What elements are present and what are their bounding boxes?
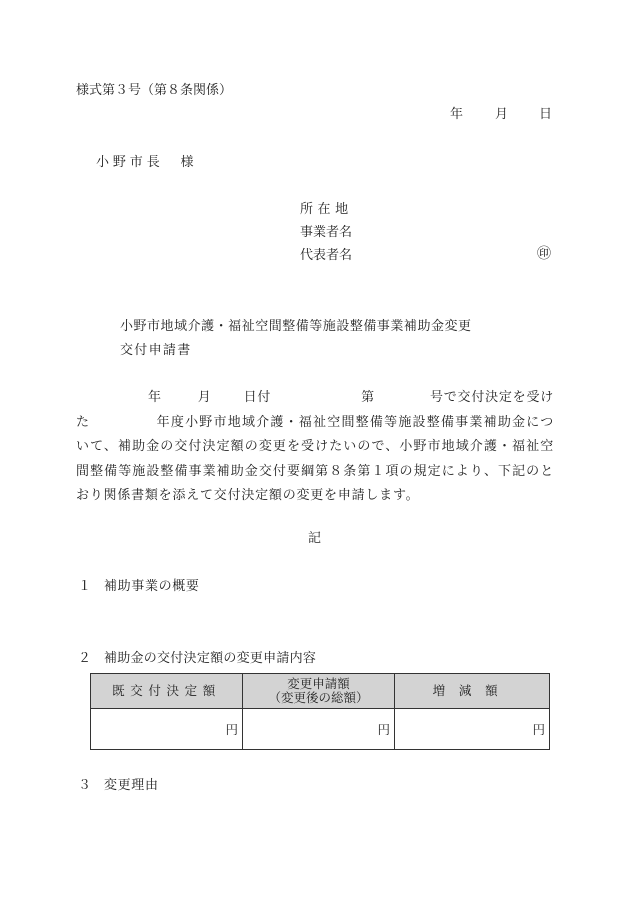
date-year: 年: [450, 107, 464, 122]
addressee: 小野市長 様: [96, 155, 198, 170]
difference-cell: 円: [395, 709, 550, 750]
business-name-label: 事業者名: [300, 225, 353, 240]
title-line-1: 小野市地域介護・福祉空間整備等施設整備事業補助金変更: [120, 319, 472, 334]
address-label: 所在地: [300, 202, 353, 217]
section-2-title: 補助金の交付決定額の変更申請内容: [104, 651, 317, 666]
body-date: 日付: [243, 390, 272, 405]
header-difference: 増減額: [395, 674, 550, 709]
section-3-title: 変更理由: [104, 778, 159, 793]
seal-mark: ㊞: [537, 246, 551, 262]
representative-label: 代表者名: [300, 248, 353, 263]
date-day: 日: [539, 107, 553, 122]
section-1-number: １: [78, 579, 92, 594]
amount-table: [90, 673, 550, 750]
body-text-1: 号で交付決定を受けた: [76, 390, 555, 430]
ki-heading: 記: [308, 531, 322, 546]
header-requested-amount: 変更申請額 （変更後の総額）: [243, 674, 395, 709]
form-number: 様式第３号（第８条関係）: [76, 83, 233, 98]
body-text-2: 年度小野市地域介護・福祉空間整備等施設整備事業補助金について、補助金の交付決定額の変更を受けたいので、小野市地域介護・福祉空間整備等施設整備事業補助金交付要綱第８条第１項の規定により、下記のとおり関係書類を添えて交付決定額の変更を申請します。: [76, 414, 554, 503]
current-amount-cell: 円: [91, 709, 243, 750]
body-number-label: 第: [361, 390, 375, 405]
date-month: 月: [495, 107, 509, 122]
requested-amount-cell: 円: [243, 709, 395, 750]
section-3-number: ３: [78, 778, 92, 793]
section-2-number: ２: [78, 651, 92, 666]
header-current-amount: 既交付決定額: [91, 674, 243, 709]
body-paragraph: [76, 386, 554, 509]
title-line-2: 交付申請書: [120, 343, 192, 358]
body-month: 月: [197, 390, 212, 405]
section-1-title: 補助事業の概要: [104, 579, 200, 594]
body-year: 年: [148, 390, 162, 405]
